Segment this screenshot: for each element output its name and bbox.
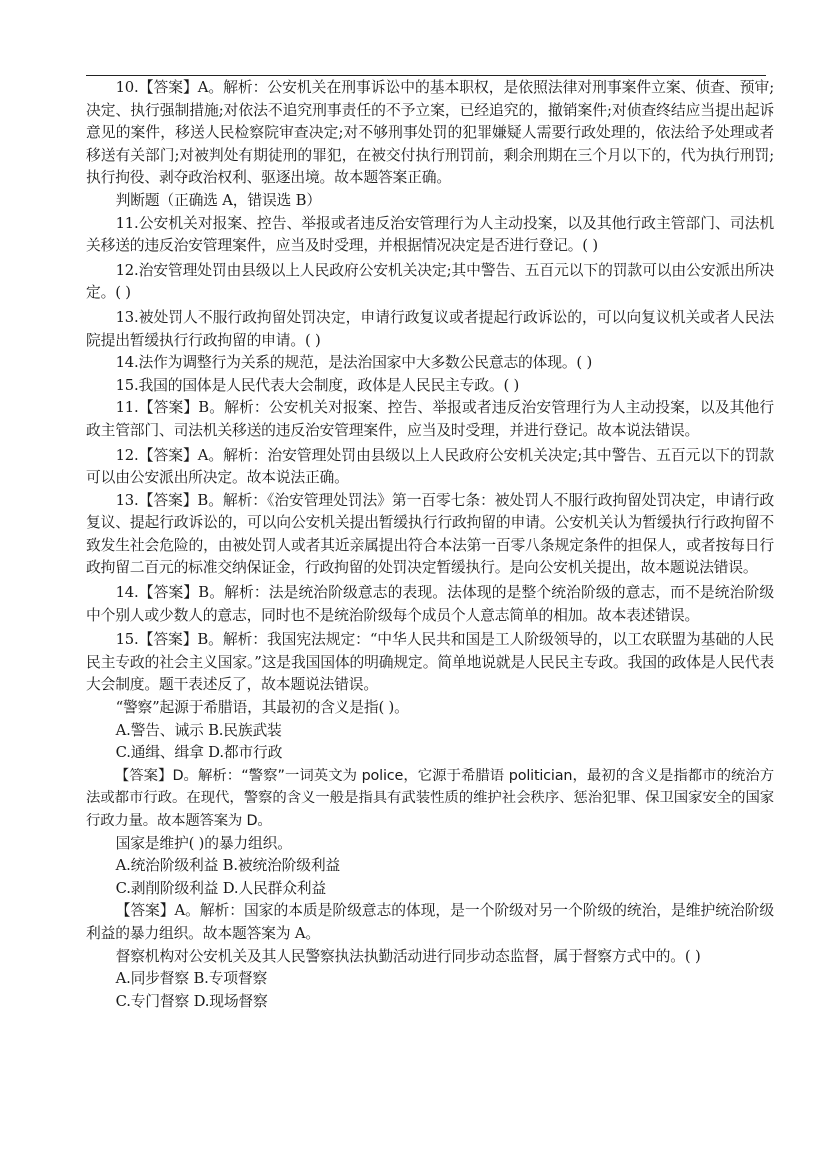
section-heading-true-false: 判断题（正确选 A，错误选 B）	[115, 191, 321, 209]
document-body	[86, 77, 774, 1013]
options-cd-state-violence: C.剥削阶级利益 D.人民群众利益	[115, 879, 326, 897]
answer-police-origin: 【答案】D。解析：“警察”一词英文为 police，它源于希腊语 politician，最初的含义是指都市的统治方法或都市行政。在现代，警察的含义一般是指具有武装性质的维护社会秩序、惩治犯罪、保卫国家安全的国家行政力量。故本题答案为 D。	[86, 767, 774, 829]
question-13: 13.被处罚人不服行政拘留处罚决定，申请行政复议或者提起行政诉讼的，可以向复议机关或者人民法院提出暂缓执行行政拘留的申请。( )	[86, 308, 774, 349]
options-cd-police-origin: C.通缉、缉拿 D.都市行政	[115, 744, 283, 762]
question-12: 12.治安管理处罚由县级以上人民政府公安机关决定;其中警告、五百元以下的罚款可以由公安派出所决定。( )	[86, 261, 774, 302]
options-ab-supervision-method: A.同步督察 B.专项督察	[115, 970, 268, 988]
answer-11: 11.【答案】B。解析：公安机关对报案、控告、举报或者违反治安管理行为人主动投案，以及其他行政主管部门、司法机关移送的违反治安管理案件，应当及时受理，并进行登记。故本说法错误。	[86, 399, 774, 439]
options-cd-supervision-method: C.专门督察 D.现场督察	[115, 992, 268, 1010]
question-14: 14.法作为调整行为关系的规范，是法治国家中大多数公民意志的体现。( )	[115, 354, 593, 372]
answer-14: 14.【答案】B。解析：法是统治阶级意志的表现。法体现的是整个统治阶级的意志，而不是统治阶级中个别人或少数人的意志，同时也不是统治阶级每个成员个人意志简单的相加。故本表述错误。	[86, 584, 774, 624]
question-11: 11.公安机关对报案、控告、举报或者违反治安管理行为人主动投案，以及其他行政主管部门、司法机关移送的违反治安管理案件，应当及时受理，并根据情况决定是否进行登记。( )	[86, 214, 774, 255]
question-police-origin: “警察”起源于希腊语，其最初的含义是指( )。	[115, 699, 409, 717]
answer-12: 12.【答案】A。解析：治安管理处罚由县级以上人民政府公安机关决定;其中警告、五百元以下的罚款可以由公安派出所决定。故本说法正确。	[86, 446, 774, 487]
question-state-violence: 国家是维护( )的暴力组织。	[115, 834, 292, 852]
answer-15: 15.【答案】B。解析：我国宪法规定：“中华人民共和国是工人阶级领导的，以工农联盟为基础的人民民主专政的社会主义国家。”这是我国国体的明确规定。简单地说就是人民民主专政。我国的政体是人民代表大会制度。题干表述反了，故本题说法错误。	[86, 631, 774, 694]
options-ab-state-violence: A.统治阶级利益 B.被统治阶级利益	[115, 857, 341, 875]
answer-13: 13.【答案】B。解析：《治安管理处罚法》第一百零七条：被处罚人不服行政拘留处罚决定，申请行政复议、提起行政诉讼的，可以向公安机关提出暂缓执行行政拘留的申请。公安机关认为暂缓执行行政拘留不致发生社会危险的，由被处罚人或者其近亲属提出符合本法第一百零八条规定条件的担保人，或者按每日行政拘留二百元的标准交纳保证金，行政拘留的处罚决定暂缓执行。是向公安机关提出，故本题说法错误。	[86, 491, 774, 577]
header-rule	[86, 75, 766, 76]
question-15: 15.我国的国体是人民代表大会制度，政体是人民民主专政。( )	[115, 376, 520, 394]
question-supervision-method: 督察机构对公安机关及其人民警察执法执勤活动进行同步动态监督，属于督察方式中的。( )	[115, 947, 701, 965]
options-ab-police-origin: A.警告、诫示 B.民族武装	[115, 721, 282, 739]
answer-state-violence: 【答案】A。解析：国家的本质是阶级意志的体现，是一个阶级对另一个阶级的统治，是维护统治阶级利益的暴力组织。故本题答案为 A。	[86, 902, 774, 942]
paragraph-answer-10: 10.【答案】A。解析：公安机关在刑事诉讼中的基本职权，是依照法律对刑事案件立案、侦查、预审;决定、执行强制措施;对依法不追究刑事责任的不予立案，已经追究的，撤销案件;对侦查终结应当提出起诉意见的案件，移送人民检察院审查决定;对不够刑事处罚的犯罪嫌疑人需要行政处理的，依法给予处理或者移送有关部门;对被判处有期徒刑的罪犯，在被交付执行刑罚前，剩余刑期在三个月以下的，代为执行刑罚;执行拘役、剥夺政治权利、驱逐出境。故本题答案正确。	[86, 79, 774, 187]
